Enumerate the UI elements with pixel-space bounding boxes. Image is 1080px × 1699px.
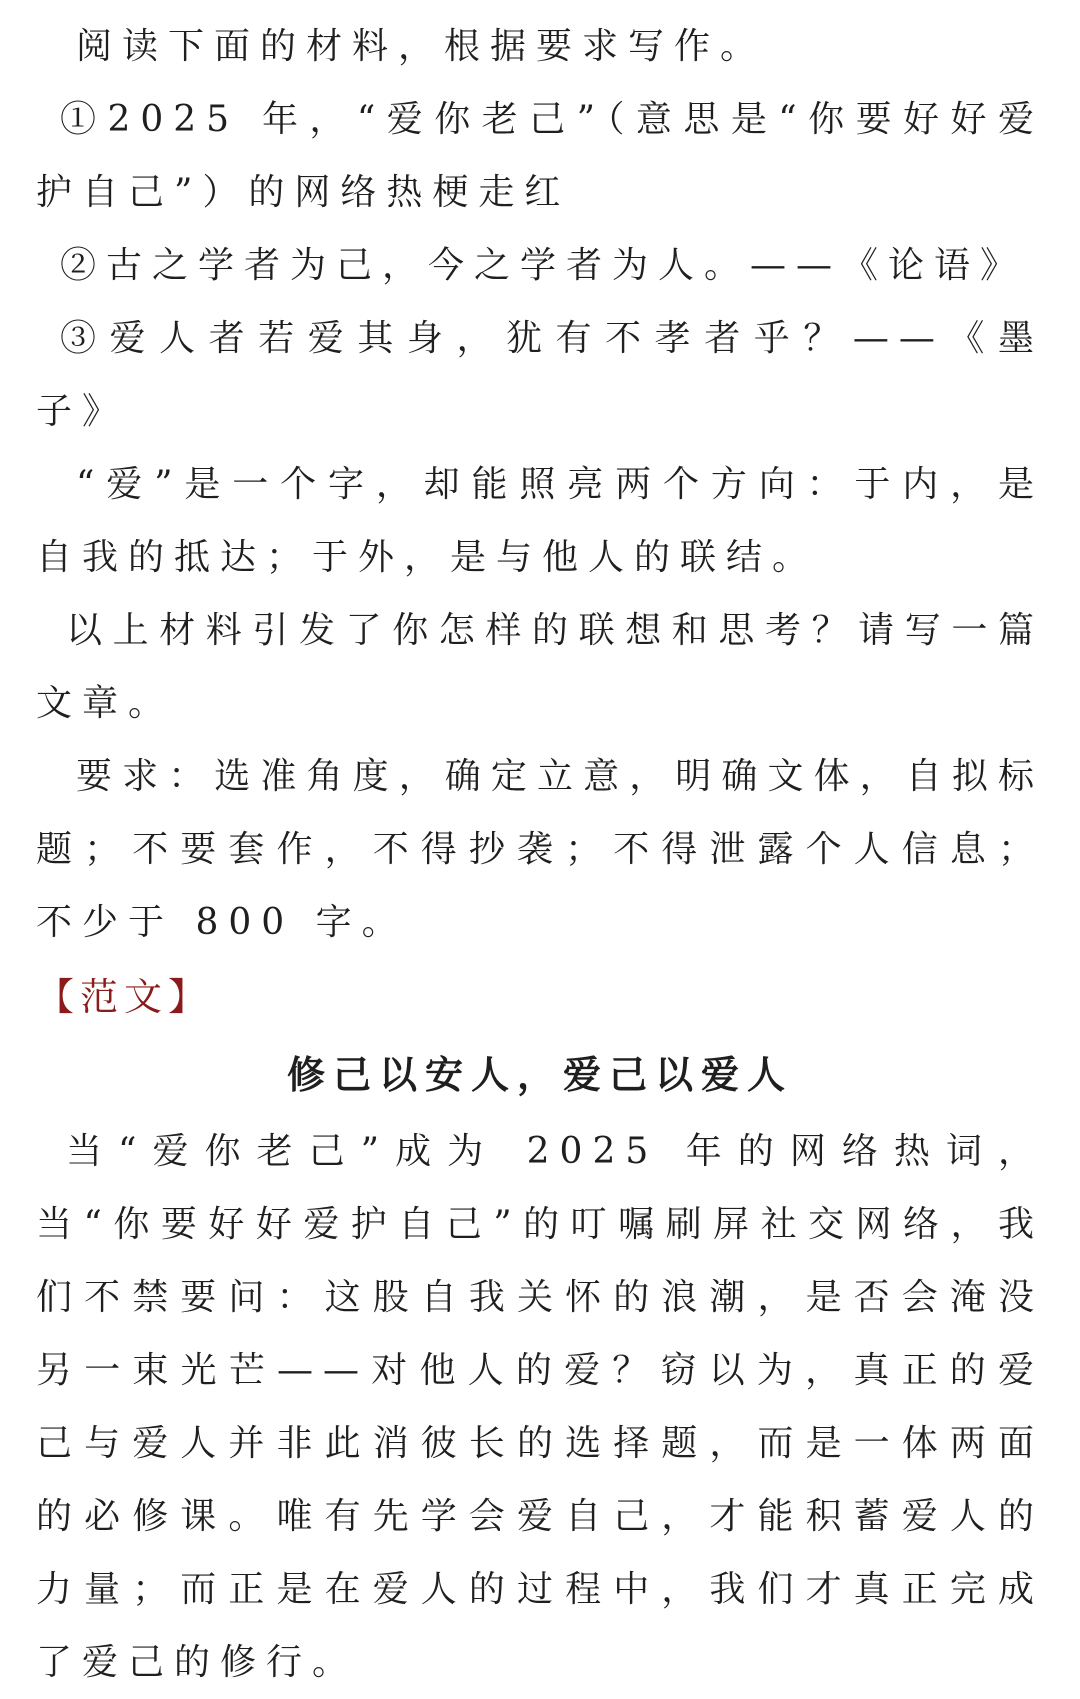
section-label-model-essay: 【范文】 (36, 975, 213, 1019)
material-1: ①2025 年，“爱你老己”（意思是“你要好好爱护自己”）的网络热梗走红 (36, 99, 1044, 213)
prompt-intro: 阅读下面的材料，根据要求写作。 (76, 26, 767, 67)
prompt-commentary: “爱”是一个字，却能照亮两个方向：于内，是自我的抵达；于外，是与他人的联结。 (36, 464, 1044, 578)
material-2: ②古之学者为己，今之学者为人。——《论语》 (60, 245, 1027, 286)
prompt-requirements: 要求：选准角度，确定立意，明确文体，自拟标题；不要套作，不得抄袭；不得泄露个人信息；不少于 800 字。 (36, 756, 1044, 943)
essay-paragraph: 当“爱你老己”成为 2025 年的网络热词，当“你要好好爱护自己”的叮嘱刷屏社交网络，我们不禁要问：这股自我关怀的浪潮，是否会淹没另一束光芒——对他人的爱？窃以为，真正的爱己与爱人并非此消彼长的选择题，而是一体两面的必修课。唯有先学会爱自己，才能积蓄爱人的力量；而正是在爱人的过程中，我们才真正完成了爱己的修行。 (36, 1131, 1044, 1683)
prompt-question: 以上材料引发了你怎样的联想和思考？请写一篇文章。 (36, 610, 1044, 724)
essay-title: 修己以安人，爱己以爱人 (286, 1052, 793, 1097)
material-3: ③爱人者若爱其身，犹有不孝者乎？——《墨子》 (36, 318, 1044, 432)
